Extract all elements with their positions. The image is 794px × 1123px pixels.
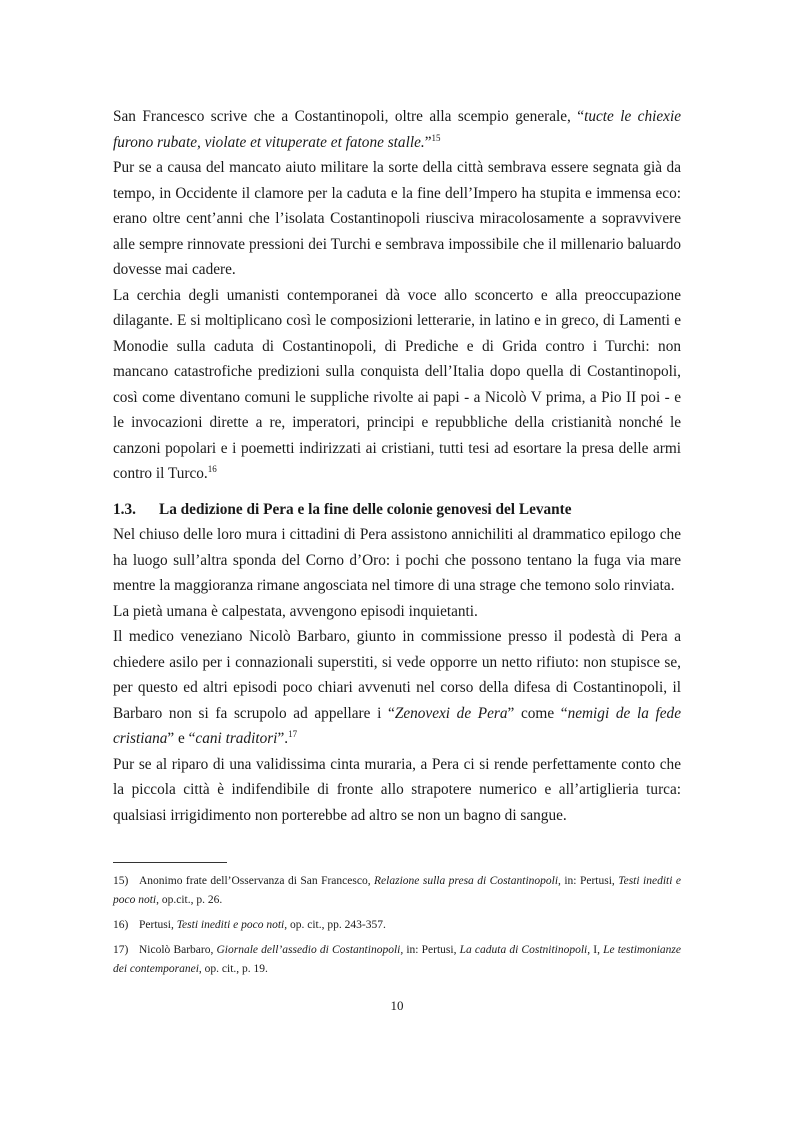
paragraphs-after-heading bbox=[113, 522, 681, 828]
text-run: ” e “ bbox=[167, 730, 196, 747]
italic-text: Testi inediti e poco noti bbox=[113, 875, 681, 906]
italic-text: Giornale dell’assedio di Costantinopoli, bbox=[216, 944, 404, 956]
footnote-number: 17) bbox=[113, 944, 129, 956]
paragraph bbox=[113, 624, 681, 752]
text-run: , op.cit., p. 26. bbox=[156, 894, 223, 906]
italic-text: Testi inediti e poco noti bbox=[176, 919, 285, 931]
paragraph bbox=[113, 599, 681, 625]
italic-text: Le testimonianze dei contemporanei bbox=[113, 944, 681, 975]
paragraphs-before-heading bbox=[113, 104, 681, 487]
footnote-separator bbox=[113, 862, 227, 863]
footnote bbox=[113, 916, 681, 935]
text-run: , I, bbox=[587, 944, 604, 956]
section-title: La dedizione di Pera e la fine delle colonie genovesi del Levante bbox=[159, 500, 572, 518]
footnote-ref: 17 bbox=[288, 729, 298, 739]
paragraph bbox=[113, 155, 681, 283]
text-run: La cerchia degli umanisti contemporanei dà voce allo sconcerto e alla preoccupazione dilagante. E si moltiplicano così le composizioni letterarie, in latino e in greco, di Lamenti e Monodie sulla caduta di Costantinopoli, di Prediche e di Grida contro i Turchi: non mancano catastrofiche predizioni sulla conquista dell’Italia dopo quella di Costantinopoli, così come diventano comuni le suppliche rivolte ai papi - a Nicolò V prima, a Pio II poi - e le invocazioni dirette a re, imperatori, principi e repubbliche della cristianità nonché le canzoni popolari e i poemetti indirizzati ai cristiani, tutti tesi ad esortare la presa delle armi contro il Turco. bbox=[113, 286, 681, 482]
text-run: Il medico veneziano Nicolò Barbaro, giunto in commissione presso il podestà di Pera a chiedere asilo per i connazionali superstiti, si vede opporre un netto rifiuto: non stupisce se, per questo ed altri episodi poco chiari avvenuti nel corso della difesa di Costantinopoli, il Barbaro non si fa scrupolo ad appellare i “ bbox=[113, 628, 681, 722]
italic-text: cani traditori bbox=[195, 730, 278, 747]
text-run: ” come “ bbox=[507, 704, 568, 722]
text-run: Anonimo frate dell’Osservanza di San Francesco, bbox=[139, 875, 375, 887]
body-text bbox=[113, 104, 681, 828]
text-run: , in: Pertusi, bbox=[558, 875, 619, 887]
italic-text: Zenovexi de Pera bbox=[394, 704, 508, 722]
text-run: Pur se al riparo di una validissima cinta muraria, a Pera ci si rende perfettamente conto che la piccola città è indifendibile di fronte allo strapotere numerico e all’artiglieria turca: qualsiasi irrigidimento non porterebbe ad altro se non un bagno di sangue. bbox=[113, 755, 681, 824]
italic-text: nemigi de la fede cristiana bbox=[113, 704, 681, 747]
text-run: Nicolò Barbaro, bbox=[139, 944, 217, 956]
italic-text: La caduta di Costnitinopoli bbox=[459, 944, 588, 956]
text-run: La pietà umana è calpestata, avvengono episodi inquietanti. bbox=[113, 602, 478, 620]
footnote bbox=[113, 941, 681, 979]
page-number: 10 bbox=[390, 998, 404, 1013]
footnote-ref: 16 bbox=[207, 464, 217, 474]
footnote-ref: 15 bbox=[431, 132, 441, 143]
footnotes bbox=[113, 872, 681, 985]
paragraph bbox=[113, 522, 681, 599]
footnote bbox=[113, 872, 681, 910]
text-run: , op. cit., p. 19. bbox=[198, 963, 268, 975]
paragraph bbox=[113, 752, 681, 829]
section-heading bbox=[113, 497, 681, 523]
text-run: , op. cit., pp. 243-357. bbox=[284, 919, 386, 931]
paragraph bbox=[113, 283, 681, 487]
text-run: Nel chiuso delle loro mura i cittadini di Pera assistono annichiliti al drammatico epilogo che ha luogo sull’altra sponda del Corno d’Oro: i pochi che possono tentano la fuga via mare mentre la maggioranza rimane angosciata nel timore di una strage che temono solo rinviata. bbox=[113, 526, 681, 594]
footnote-number: 16) bbox=[113, 919, 129, 931]
footnote-number: 15) bbox=[113, 875, 129, 887]
italic-text: Relazione sulla presa di Costantinopoli bbox=[374, 875, 559, 887]
text-run: in: Pertusi, bbox=[403, 944, 460, 956]
text-run: Pertusi, bbox=[139, 919, 177, 931]
text-run: ”. bbox=[277, 730, 289, 747]
text-run: Pur se a causa del mancato aiuto militare la sorte della città sembrava essere segnata già da tempo, in Occidente il clamore per la caduta e la fine dell’Impero ha stupita e immensa eco: erano oltre cent’anni che l’isolata Costantinopoli riusciva miracolosamente a sopravvivere alle sempre rinnovate pressioni dei Turchi e sembrava impossibile che il millenario baluardo dovesse mai cadere. bbox=[113, 159, 681, 278]
italic-text: tucte le chiexie furono rubate, violate et vituperate et fatone stalle. bbox=[113, 108, 681, 151]
text-run: ” bbox=[424, 133, 432, 151]
paragraph bbox=[113, 104, 681, 155]
section-number: 1.3. bbox=[113, 500, 136, 518]
text-run: San Francesco scrive che a Costantinopoli, oltre alla scempio generale, “ bbox=[113, 108, 585, 125]
